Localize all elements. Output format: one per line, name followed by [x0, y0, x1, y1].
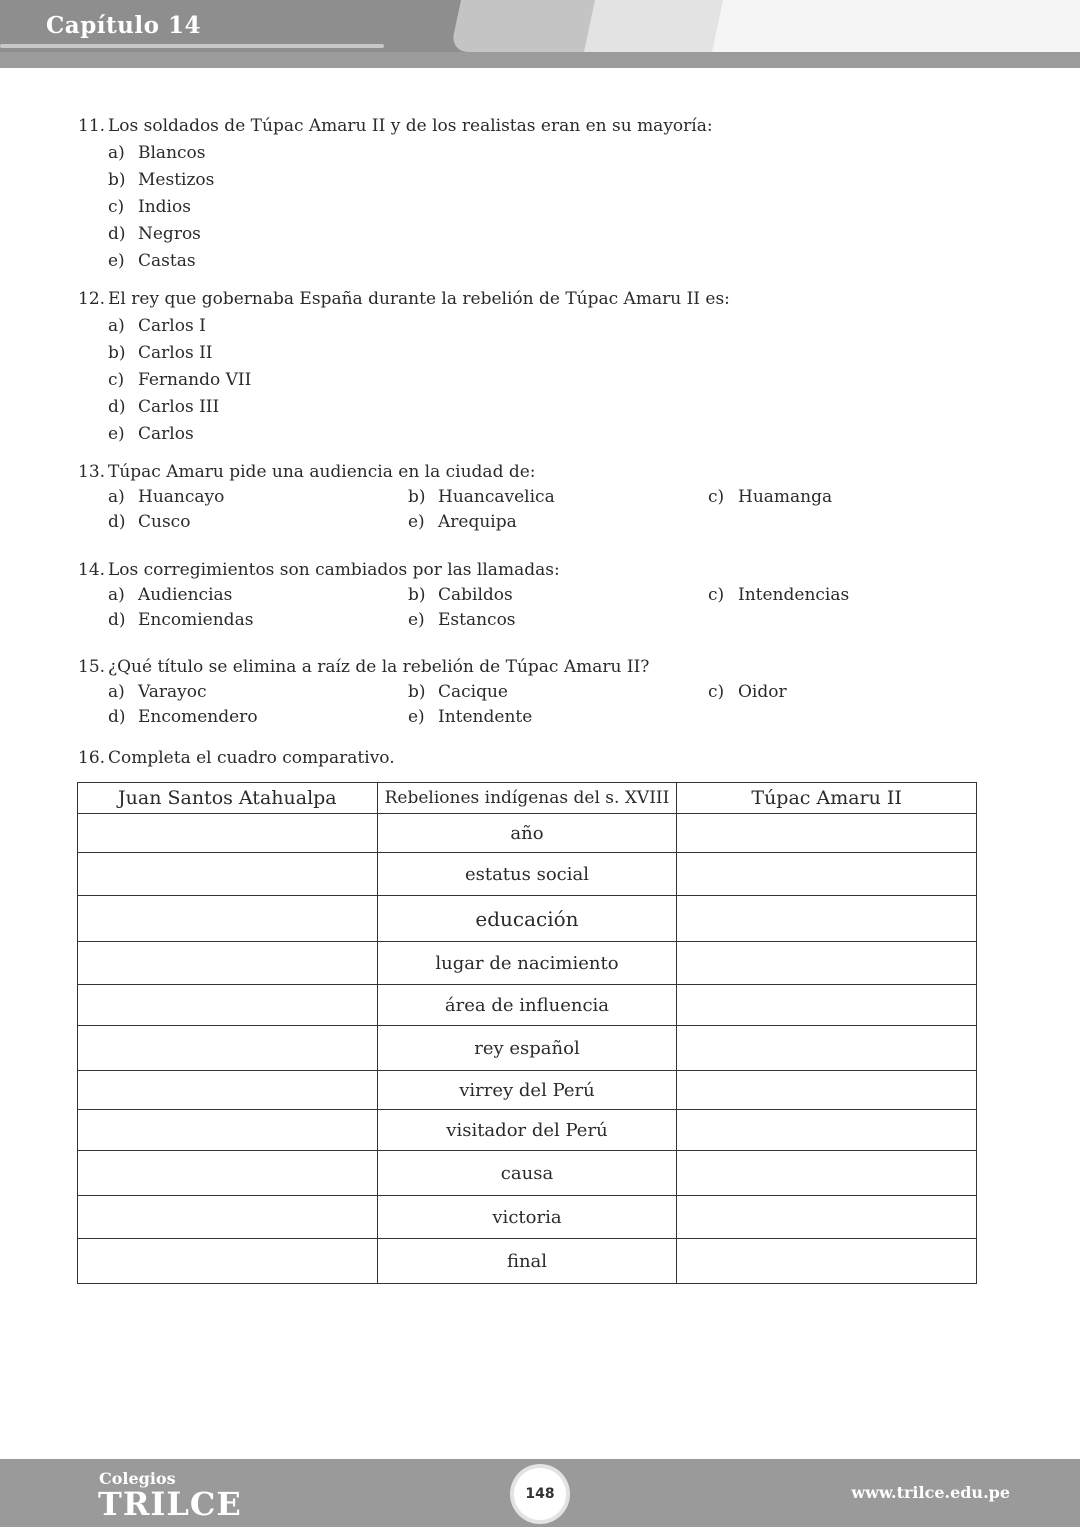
- option: c) Fernando VII: [108, 370, 252, 390]
- option: b) Carlos II: [108, 343, 213, 363]
- row-label: lugar de nacimiento: [377, 942, 677, 985]
- option: d) Cusco: [108, 512, 191, 532]
- answer-cell[interactable]: [78, 985, 378, 1026]
- option: c) Intendencias: [708, 585, 850, 605]
- option: a) Varayoc: [108, 682, 207, 702]
- question-15: [78, 655, 787, 730]
- option: b) Cabildos: [408, 585, 513, 605]
- logo-subtitle: Colegios: [99, 1469, 176, 1488]
- question-12: [78, 286, 730, 448]
- answer-cell[interactable]: [677, 942, 977, 985]
- answer-cell[interactable]: [677, 1151, 977, 1196]
- option: e) Intendente: [408, 707, 533, 727]
- answer-cell[interactable]: [78, 1151, 378, 1196]
- option: b) Huancavelica: [408, 487, 555, 507]
- row-label: rey español: [377, 1026, 677, 1071]
- answer-cell[interactable]: [677, 985, 977, 1026]
- question-14: [78, 558, 850, 633]
- table-row: [78, 1071, 977, 1110]
- row-label: visitador del Perú: [377, 1110, 677, 1151]
- option: e) Estancos: [408, 610, 516, 630]
- row-label: estatus social: [377, 853, 677, 896]
- question-text: Los soldados de Túpac Amaru II y de los realistas eran en su mayoría:: [108, 116, 713, 136]
- header-underline: [0, 44, 384, 48]
- question-number: 12.: [78, 289, 106, 309]
- column-header: Túpac Amaru II: [677, 783, 977, 814]
- logo-trilce: TRILCE: [98, 1485, 242, 1523]
- question-number: 14.: [78, 560, 106, 580]
- chapter-title: Capítulo 14: [46, 12, 201, 39]
- option: a) Blancos: [108, 143, 206, 163]
- question-11: [78, 113, 713, 275]
- option: c) Huamanga: [708, 487, 833, 507]
- row-label: área de influencia: [377, 985, 677, 1026]
- table-row: [78, 1196, 977, 1239]
- table-row: [78, 896, 977, 942]
- page-footer: [0, 1459, 1080, 1527]
- option: e) Arequipa: [408, 512, 517, 532]
- question-number: 13.: [78, 462, 106, 482]
- header-strip: [0, 52, 1080, 68]
- option: a) Audiencias: [108, 585, 233, 605]
- answer-cell[interactable]: [78, 1071, 378, 1110]
- answer-cell[interactable]: [677, 1071, 977, 1110]
- row-label: educación: [377, 896, 677, 942]
- option: b) Cacique: [408, 682, 508, 702]
- question-number: 15.: [78, 657, 106, 677]
- row-label: año: [377, 814, 677, 853]
- question-text: Completa el cuadro comparativo.: [108, 748, 395, 768]
- table-row: [78, 1151, 977, 1196]
- option: e) Castas: [108, 251, 196, 271]
- table-row: [78, 814, 977, 853]
- row-label: final: [377, 1239, 677, 1284]
- answer-cell[interactable]: [78, 1026, 378, 1071]
- answer-cell[interactable]: [677, 1026, 977, 1071]
- answer-cell[interactable]: [677, 814, 977, 853]
- table-header-row: [78, 783, 977, 814]
- answer-cell[interactable]: [78, 1239, 378, 1284]
- question-13: [78, 460, 833, 535]
- row-label: causa: [377, 1151, 677, 1196]
- header-decoration: [712, 0, 1080, 52]
- question-16: [78, 745, 395, 772]
- page-header: [0, 0, 1080, 68]
- table-row: [78, 853, 977, 896]
- answer-cell[interactable]: [677, 1239, 977, 1284]
- table-row: [78, 985, 977, 1026]
- option: a) Carlos I: [108, 316, 206, 336]
- answer-cell[interactable]: [78, 942, 378, 985]
- question-text: El rey que gobernaba España durante la rebelión de Túpac Amaru II es:: [108, 289, 730, 309]
- column-header: Juan Santos Atahualpa: [78, 783, 378, 814]
- option: d) Encomiendas: [108, 610, 254, 630]
- option: a) Huancayo: [108, 487, 225, 507]
- comparison-table: [77, 782, 977, 1284]
- answer-cell[interactable]: [677, 1110, 977, 1151]
- answer-cell[interactable]: [78, 853, 378, 896]
- question-text: Los corregimientos son cambiados por las llamadas:: [108, 560, 560, 580]
- option: c) Oidor: [708, 682, 787, 702]
- question-number: 11.: [78, 116, 106, 136]
- column-header: Rebeliones indígenas del s. XVIII: [377, 783, 677, 814]
- question-text: ¿Qué título se elimina a raíz de la rebelión de Túpac Amaru II?: [108, 657, 650, 677]
- table-row: [78, 1239, 977, 1284]
- answer-cell[interactable]: [677, 853, 977, 896]
- table-row: [78, 1026, 977, 1071]
- option: c) Indios: [108, 197, 191, 217]
- option: d) Negros: [108, 224, 201, 244]
- row-label: virrey del Perú: [377, 1071, 677, 1110]
- table-row: [78, 942, 977, 985]
- option: d) Carlos III: [108, 397, 220, 417]
- question-number: 16.: [78, 748, 106, 768]
- answer-cell[interactable]: [78, 814, 378, 853]
- question-text: Túpac Amaru pide una audiencia en la ciudad de:: [108, 462, 536, 482]
- answer-cell[interactable]: [78, 1110, 378, 1151]
- option: e) Carlos: [108, 424, 194, 444]
- option: b) Mestizos: [108, 170, 215, 190]
- answer-cell[interactable]: [677, 896, 977, 942]
- website-link[interactable]: www.trilce.edu.pe: [851, 1483, 1010, 1502]
- table-row: [78, 1110, 977, 1151]
- page-number: 148: [514, 1468, 566, 1520]
- row-label: victoria: [377, 1196, 677, 1239]
- answer-cell[interactable]: [677, 1196, 977, 1239]
- answer-cell[interactable]: [78, 896, 378, 942]
- option: d) Encomendero: [108, 707, 258, 727]
- answer-cell[interactable]: [78, 1196, 378, 1239]
